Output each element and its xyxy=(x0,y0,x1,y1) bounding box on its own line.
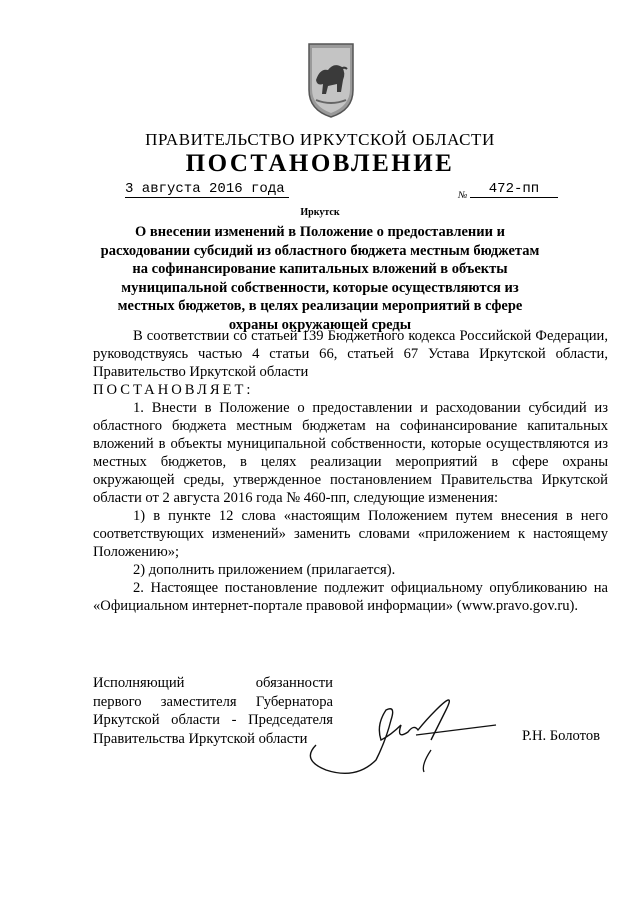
signatory-line: Иркутской области - Председателя xyxy=(93,712,333,728)
item-1: 1. Внести в Положение о предоставлении и расходовании субсидий из областного бюджета местным бюджетам на софинансирование капитальных вложений в объекты муниципальной собственности, которые осуществляются из местных бюджетов, в целях реализации мероприятий в сфере охраны окружающей среды, утвержденное постановлением Правительства Иркутской области от 2 августа 2016 года № 460-пп, следующие изменения: xyxy=(93,400,608,506)
document-body xyxy=(93,327,608,615)
government-name: ПРАВИТЕЛЬСТВО ИРКУТСКОЙ ОБЛАСТИ xyxy=(145,130,495,149)
signatory-line: Исполняющий обязанности xyxy=(93,675,333,691)
number-label: № xyxy=(458,190,468,201)
signatory-line: первого заместителя Губернатора xyxy=(93,693,333,710)
document-type: ПОСТАНОВЛЕНИЕ xyxy=(185,150,455,177)
preamble: В соответствии со статьей 139 Бюджетного кодекса Российской Федерации, руководствуясь частью 4 статьи 66, статьей 67 Устава Иркутской области, Правительство Иркутской области xyxy=(93,328,608,380)
document-subject: О внесении изменений в Положение о предоставлении и расходовании субсидий из областного бюджета местным бюджетам на софинансирование капитальных вложений в объекты муниципальной собственности, которые осуществляются из местных бюджетов, в целях реализации мероприятий в сфере охраны окружающей среды xyxy=(100,224,540,333)
item-1-subitem-2: 2) дополнить приложением (прилагается). xyxy=(133,562,396,578)
handwritten-signature-icon xyxy=(296,680,506,780)
item-1-subitem-1: 1) в пункте 12 слова «настоящим Положением путем внесения в него соответствующих изменений» заменить словами «приложением к настоящему Положению»; xyxy=(93,508,608,560)
resolves-heading: ПОСТАНОВЛЯЕТ: xyxy=(93,382,254,398)
item-2: 2. Настоящее постановление подлежит официальному опубликованию на «Официальном интернет-портале правовой информации» (www.pravo.gov.ru). xyxy=(93,580,608,614)
coat-of-arms-icon xyxy=(306,40,356,120)
signatory-line: Правительства Иркутской области xyxy=(93,730,308,747)
city: Иркутск xyxy=(300,207,340,218)
document-number: 472-пп xyxy=(470,181,558,198)
document-date: 3 августа 2016 года xyxy=(125,181,289,198)
signatory-name: Р.Н. Болотов xyxy=(522,728,601,744)
